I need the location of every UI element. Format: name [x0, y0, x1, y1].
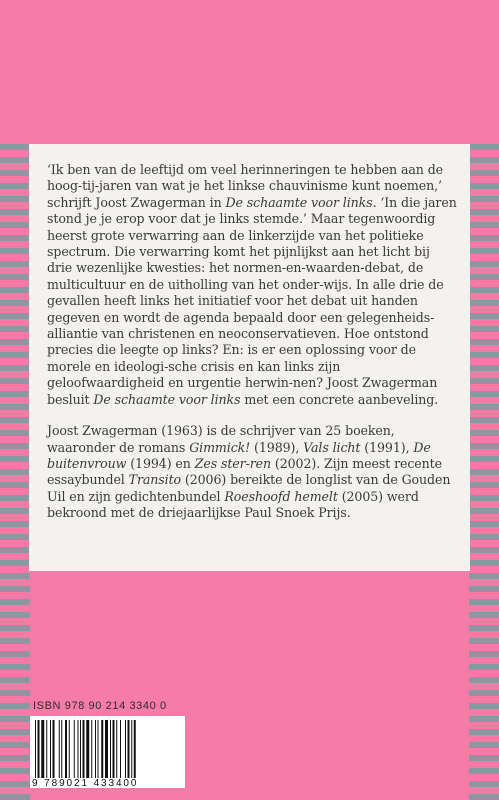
bio-text: (2002). Zijn meest recente essaybundel — [47, 455, 442, 488]
bio-text: Joost Zwagerman (1963) is de schrijver van 25 boeken, waaronder de romans — [47, 423, 395, 455]
work-title: Zes ster-ren — [194, 455, 272, 471]
barcode-bar — [41, 720, 44, 778]
barcode-bar — [86, 720, 89, 778]
work-title: Transito — [128, 472, 182, 488]
isbn-label: ISBN 978 90 214 3340 0 — [33, 700, 167, 712]
book-title: De schaamte voor links — [93, 391, 241, 407]
book-title: De schaamte voor links — [225, 194, 373, 210]
work-title: Roeshoofd hemelt — [224, 488, 338, 504]
bio-text: (1994) en — [126, 455, 195, 471]
barcode-bar — [69, 720, 70, 778]
barcode-bar — [83, 720, 85, 778]
barcode-bar — [50, 720, 51, 778]
barcode-bar — [80, 720, 81, 778]
barcode-bar — [105, 720, 108, 778]
blurb-paragraph — [47, 162, 458, 408]
barcode-bar — [134, 720, 136, 778]
barcode-bar — [128, 720, 130, 778]
blurb-text: . ‘In die jaren stond je je erop voor dat je links stemde.’ Maar tegenwoordig heerst grote verwarring aan de linkerzijde van het politieke spectrum. Die verwarring komt het pijnlijkst aan het licht bij drie wezenlijke kwesties: het normen-en-waarden-debat, de multicultuur en de uitholling van het onder-wijs. In alle drie de gevallen heeft links het initiatief voor het debat uit handen gegeven en wordt de agenda bepaald door een gelegenheids-alliantie van christenen en neoconservatieven. Hoe ontstond precies die leegte op links? En: is er een oplossing voor de morele en ideologi-sche crisis en kan links zijn geloofwaardigheid en urgentie herwin-nen? Joost Zwagerman besluit — [47, 194, 457, 407]
barcode-bar — [74, 720, 75, 778]
bio-text: (2005) werd bekroond met de driejaarlijkse Paul Snoek Prijs. — [47, 488, 419, 521]
barcode-bar — [120, 720, 121, 778]
barcode-bars-icon — [35, 720, 179, 778]
bio-text: (1989), — [250, 439, 304, 455]
barcode — [30, 716, 185, 788]
barcode-bar — [98, 720, 99, 778]
barcode-bar — [113, 720, 115, 778]
barcode-bar — [110, 720, 111, 778]
barcode-bar — [35, 720, 36, 778]
bio-text: (2006) bereikte de longlist van de Gouden Uil en zijn gedichtenbundel — [47, 472, 451, 504]
work-title: Gimmick! — [189, 439, 251, 455]
barcode-bar — [38, 720, 40, 778]
barcode-bar — [78, 720, 79, 778]
barcode-bar — [91, 720, 92, 778]
barcode-bar — [116, 720, 117, 778]
bio-text: (1991), — [360, 439, 414, 455]
barcode-bar — [131, 720, 132, 778]
work-title: Vals licht — [303, 439, 361, 455]
barcode-bar — [61, 720, 62, 778]
text-panel — [29, 144, 470, 571]
barcode-bar — [101, 720, 103, 778]
barcode-bar — [125, 720, 126, 778]
barcode-bar — [59, 720, 60, 778]
barcode-bar — [95, 720, 96, 778]
author-bio — [47, 423, 458, 521]
work-title: De buitenvrouw — [47, 439, 431, 471]
blurb-text: met een concrete aanbeveling. — [240, 391, 439, 407]
barcode-bar — [46, 720, 47, 778]
barcode-bar — [65, 720, 67, 778]
barcode-digits: 9 789021 433400 — [32, 778, 139, 789]
left-stripe-border — [0, 144, 30, 800]
blurb-text: ‘Ik ben van de leeftijd om veel herinneringen te hebben aan de hoog-tij-jaren van wat je het linkse chauvinisme kunt noemen,’ schrijft Joost Zwagerman in — [47, 162, 444, 210]
barcode-bar — [53, 720, 55, 778]
right-stripe-border — [469, 144, 499, 800]
